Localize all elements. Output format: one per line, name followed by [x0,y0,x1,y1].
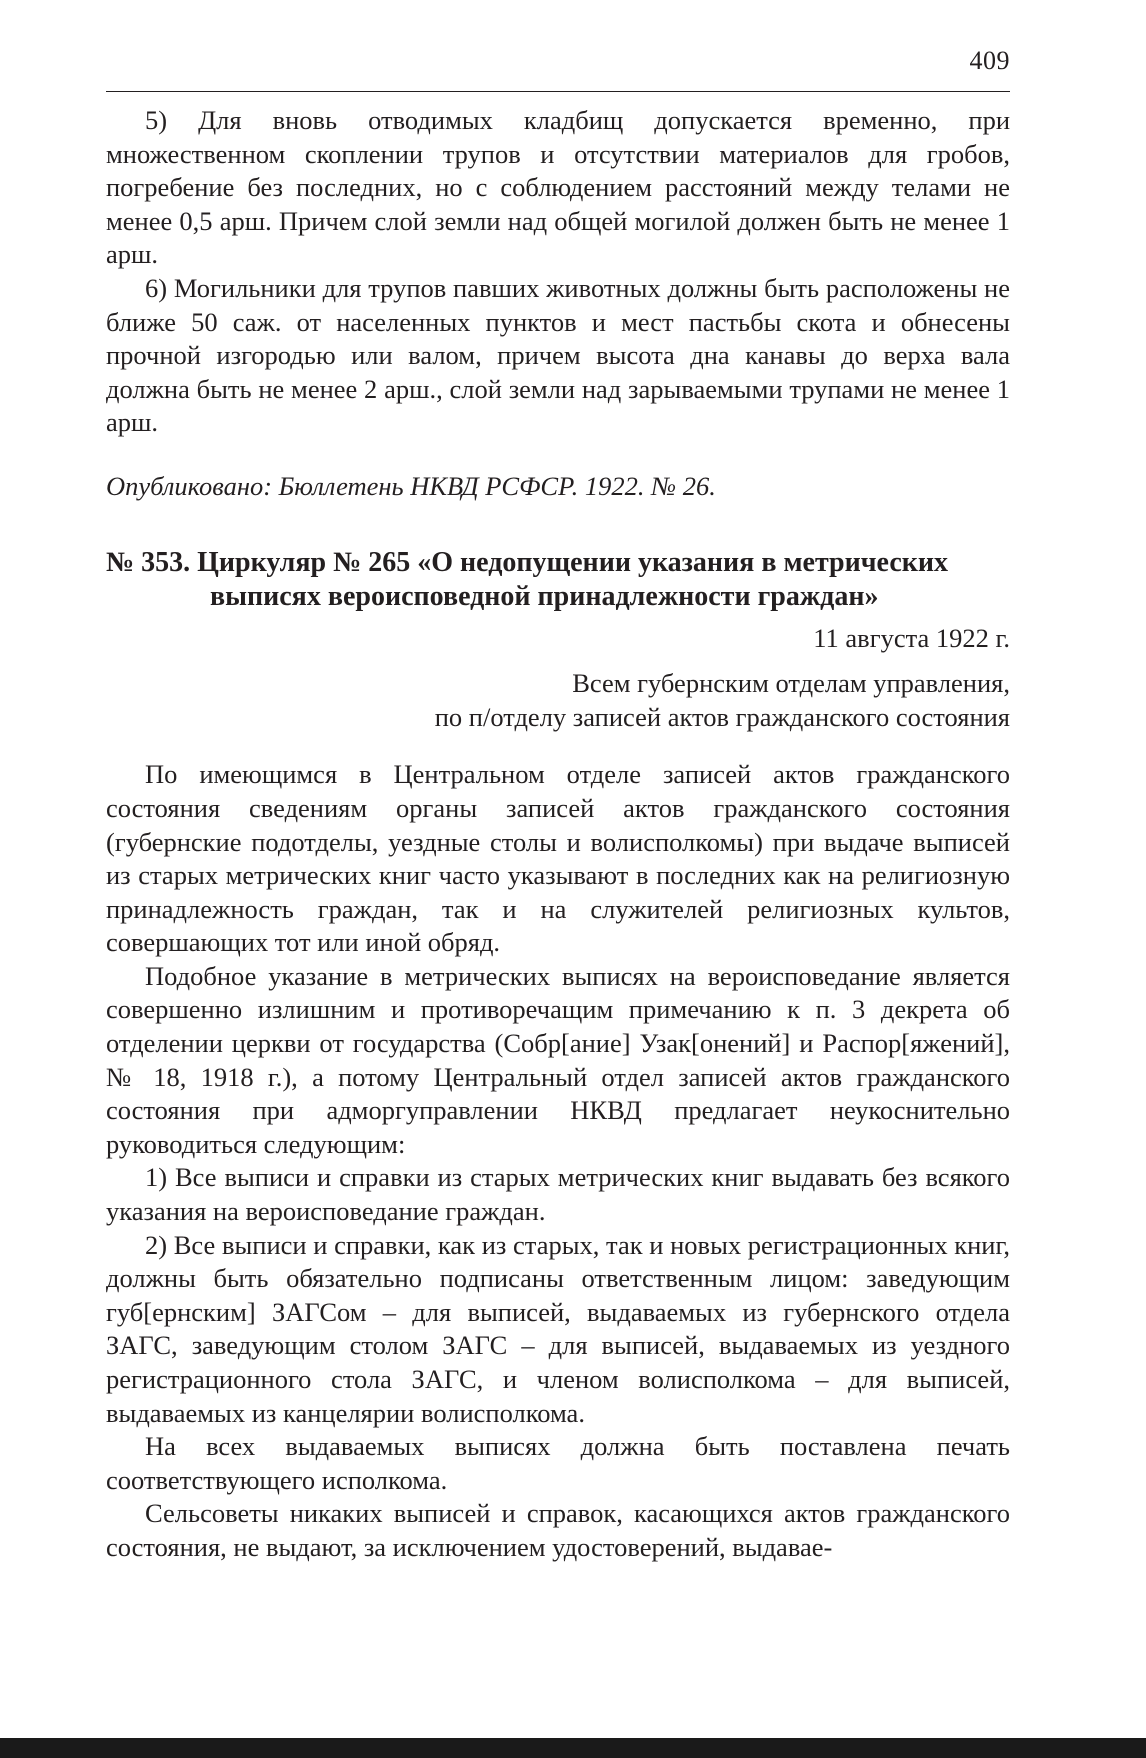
document-title-line-1: № 353. Циркуляр № 265 «О недопущении указания в метрических [106,546,949,578]
document-title-line-2: выписях вероисповедной принадлежности граждан» [210,580,879,612]
addressee-line-2: по п/отделу записей актов гражданского состояния [434,701,1010,732]
scan-bottom-edge [0,1738,1146,1758]
body-paragraph: По имеющимся в Центральном отделе записей актов гражданского состояния сведениям органы записей актов гражданского состояния (губернские подотделы, уездные столы и волисполкомы) при выдаче выписей из старых метрических книг часто указывают в последних как на религиозную принадлежность граждан, так и на служителей религиозных культов, совершающих тот или иной обряд. [106,759,1010,958]
header-rule [106,91,1010,92]
page-number: 409 [969,46,1010,75]
document-date: 11 августа 1922 г. [813,622,1010,653]
addressee [106,667,1010,734]
previous-item-6: 6) Могильники для трупов павших животных должны быть расположены не ближе 50 саж. от населенных пунктов и мест пастьбы скота и обнесены прочной изгородью или валом, причем высота дна канавы до верха вала должна быть не менее 2 арш., слой земли над зарываемыми трупами не менее 1 арш. [106,272,1010,438]
previous-item-5: 5) Для вновь отводимых кладбищ допускается временно, при множественном скоплении трупов и отсутствии материалов для гробов, погребение без последних, но с соблюдением расстояний между телами не менее 0,5 арш. Причем слой земли над общей могилой должен быть не менее 1 арш. [106,105,1010,270]
body-paragraph: 2) Все выписи и справки, как из старых, так и новых регистрационных книг, должны быть обязательно подписаны ответственным лицом: заведующим губ[ернским] ЗАГСом – для выписей, выдаваемых из губернского отдела ЗАГС, заведующим столом ЗАГС – для выписей, выдаваемых из уездного регистрационного стола ЗАГС, и членом волисполкома – для выписей, выдаваемых из канцелярии волисполкома. [106,1229,1010,1428]
body-paragraph: Подобное указание в метрических выписях на вероисповедание является совершенно излишним и противоречащим примечанию к п. 3 декрета об отделении церкви от государства (Собр[ание] Узак[онений] и Распор[яжений], № 18, 1918 г.), а потому Центральный отдел записей актов гражданского состояния при адморгуправлении НКВД предлагает неукоснительно руководиться следующим: [106,960,1010,1159]
document-title [106,546,1010,614]
publication-source: Опубликовано: Бюллетень НКВД РСФСР. 1922. № 26. [106,470,716,501]
page-content [106,104,1010,1565]
body-paragraph: Сельсоветы никаких выписей и справок, касающихся актов гражданского состояния, не выдают, за исключением удостоверений, выдавае- [106,1498,1010,1562]
body-paragraph: На всех выдаваемых выписях должна быть поставлена печать соответствующего исполкома. [106,1431,1010,1495]
addressee-line-1: Всем губернским отделам управления, [572,668,1010,699]
body-paragraph: 1) Все выписи и справки из старых метрических книг выдавать без всякого указания на вероисповедание граждан. [106,1162,1010,1227]
